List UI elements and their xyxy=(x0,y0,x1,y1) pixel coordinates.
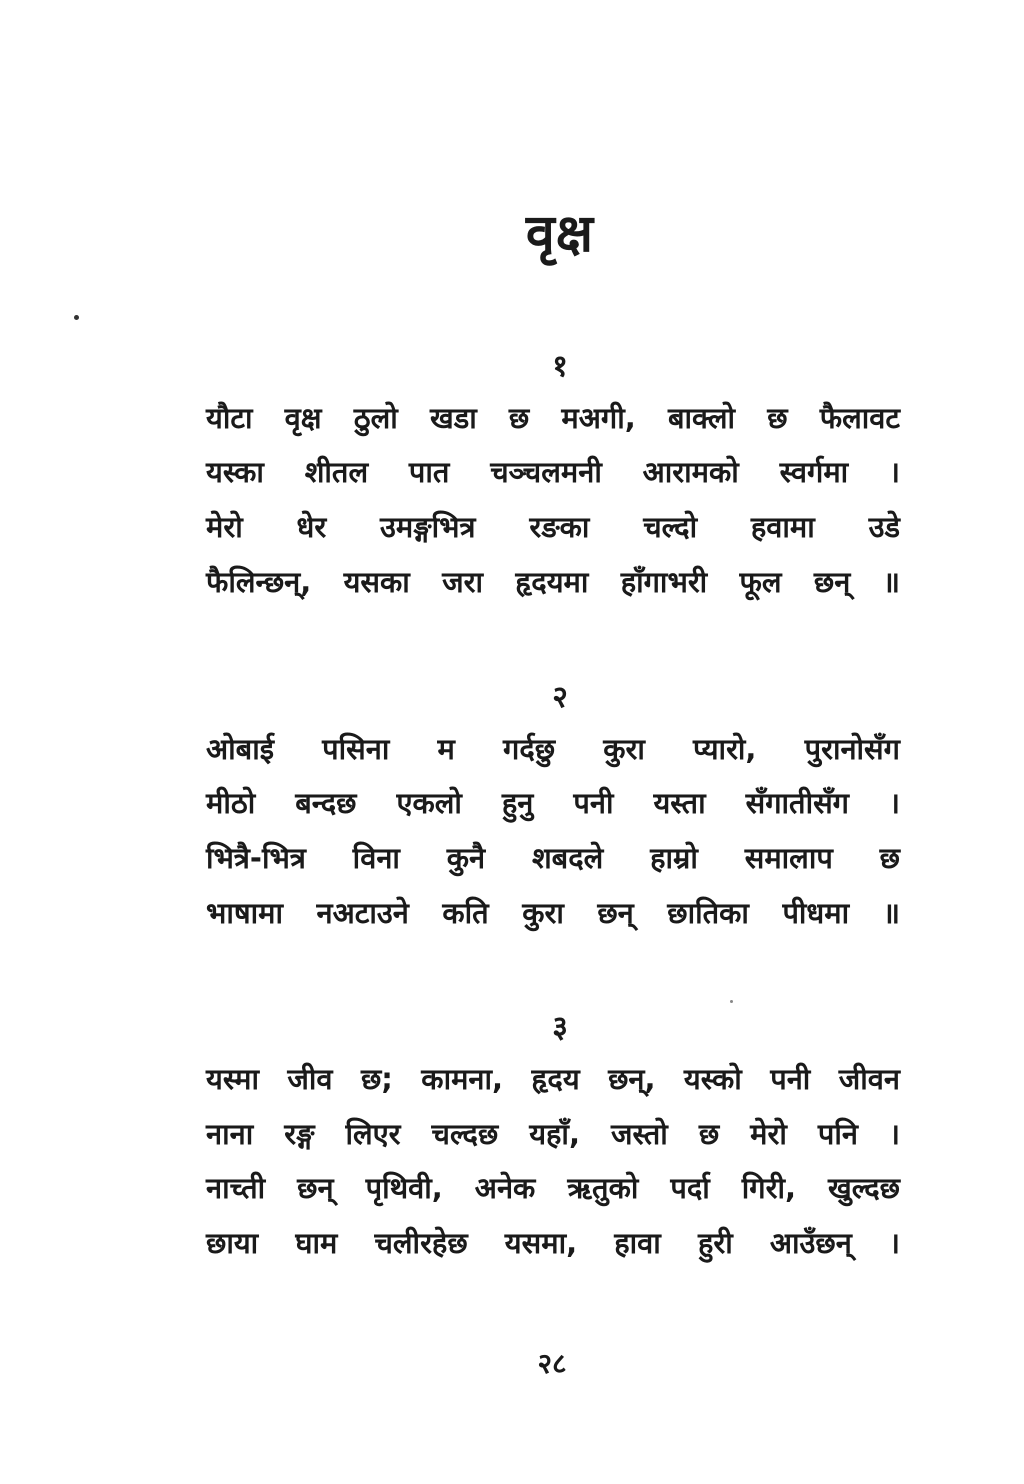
verse-line: नाच्ती छन् पृथिवी, अनेक ऋतुको पर्दा गिरी, खुल्दछ xyxy=(206,1171,900,1205)
verse-line: ओबाई पसिना म गर्दछु कुरा प्यारो, पुरानोसँग xyxy=(206,732,900,766)
verse-line: मीठो बन्दछ एकलो हुनु पनी यस्ता सँगातीसँग । xyxy=(206,786,900,820)
verse-line: भित्रै-भित्र विना कुनै शबदले हाम्रो समालाप छ xyxy=(206,841,900,875)
verse-line: यस्मा जीव छ; कामना, हृदय छन्, यस्को पनी जीवन xyxy=(206,1062,900,1096)
verse-line: यस्का शीतल पात चञ्चलमनी आरामको स्वर्गमा । xyxy=(206,455,900,489)
verse-line: फैलिन्छन्, यसका जरा हृदयमा हाँगाभरी फूल छन् ॥ xyxy=(206,565,900,599)
verse-line: छाया घाम चलीरहेछ यसमा, हावा हुरी आउँछन् । xyxy=(206,1226,900,1260)
stanza-number: ३ xyxy=(552,1010,568,1045)
stanza-number: १ xyxy=(552,349,568,384)
page-number: २८ xyxy=(537,1347,567,1380)
verse-line: नाना रङ्ग लिएर चल्दछ यहाँ, जस्तो छ मेरो पनि । xyxy=(206,1117,900,1151)
verse-line: भाषामा नअटाउने कति कुरा छन् छातिका पीधमा ॥ xyxy=(206,896,900,930)
verse-line: मेरो धेर उमङ्गभित्र रङका चल्दो हवामा उडे xyxy=(206,510,900,544)
scan-speck xyxy=(74,315,79,320)
verse-line: यौटा वृक्ष ठुलो खडा छ मअगी, बाक्लो छ फैलावट xyxy=(206,401,900,435)
page-title: वृक्ष xyxy=(525,204,595,264)
scan-speck xyxy=(730,1000,733,1003)
stanza-number: २ xyxy=(552,680,568,715)
